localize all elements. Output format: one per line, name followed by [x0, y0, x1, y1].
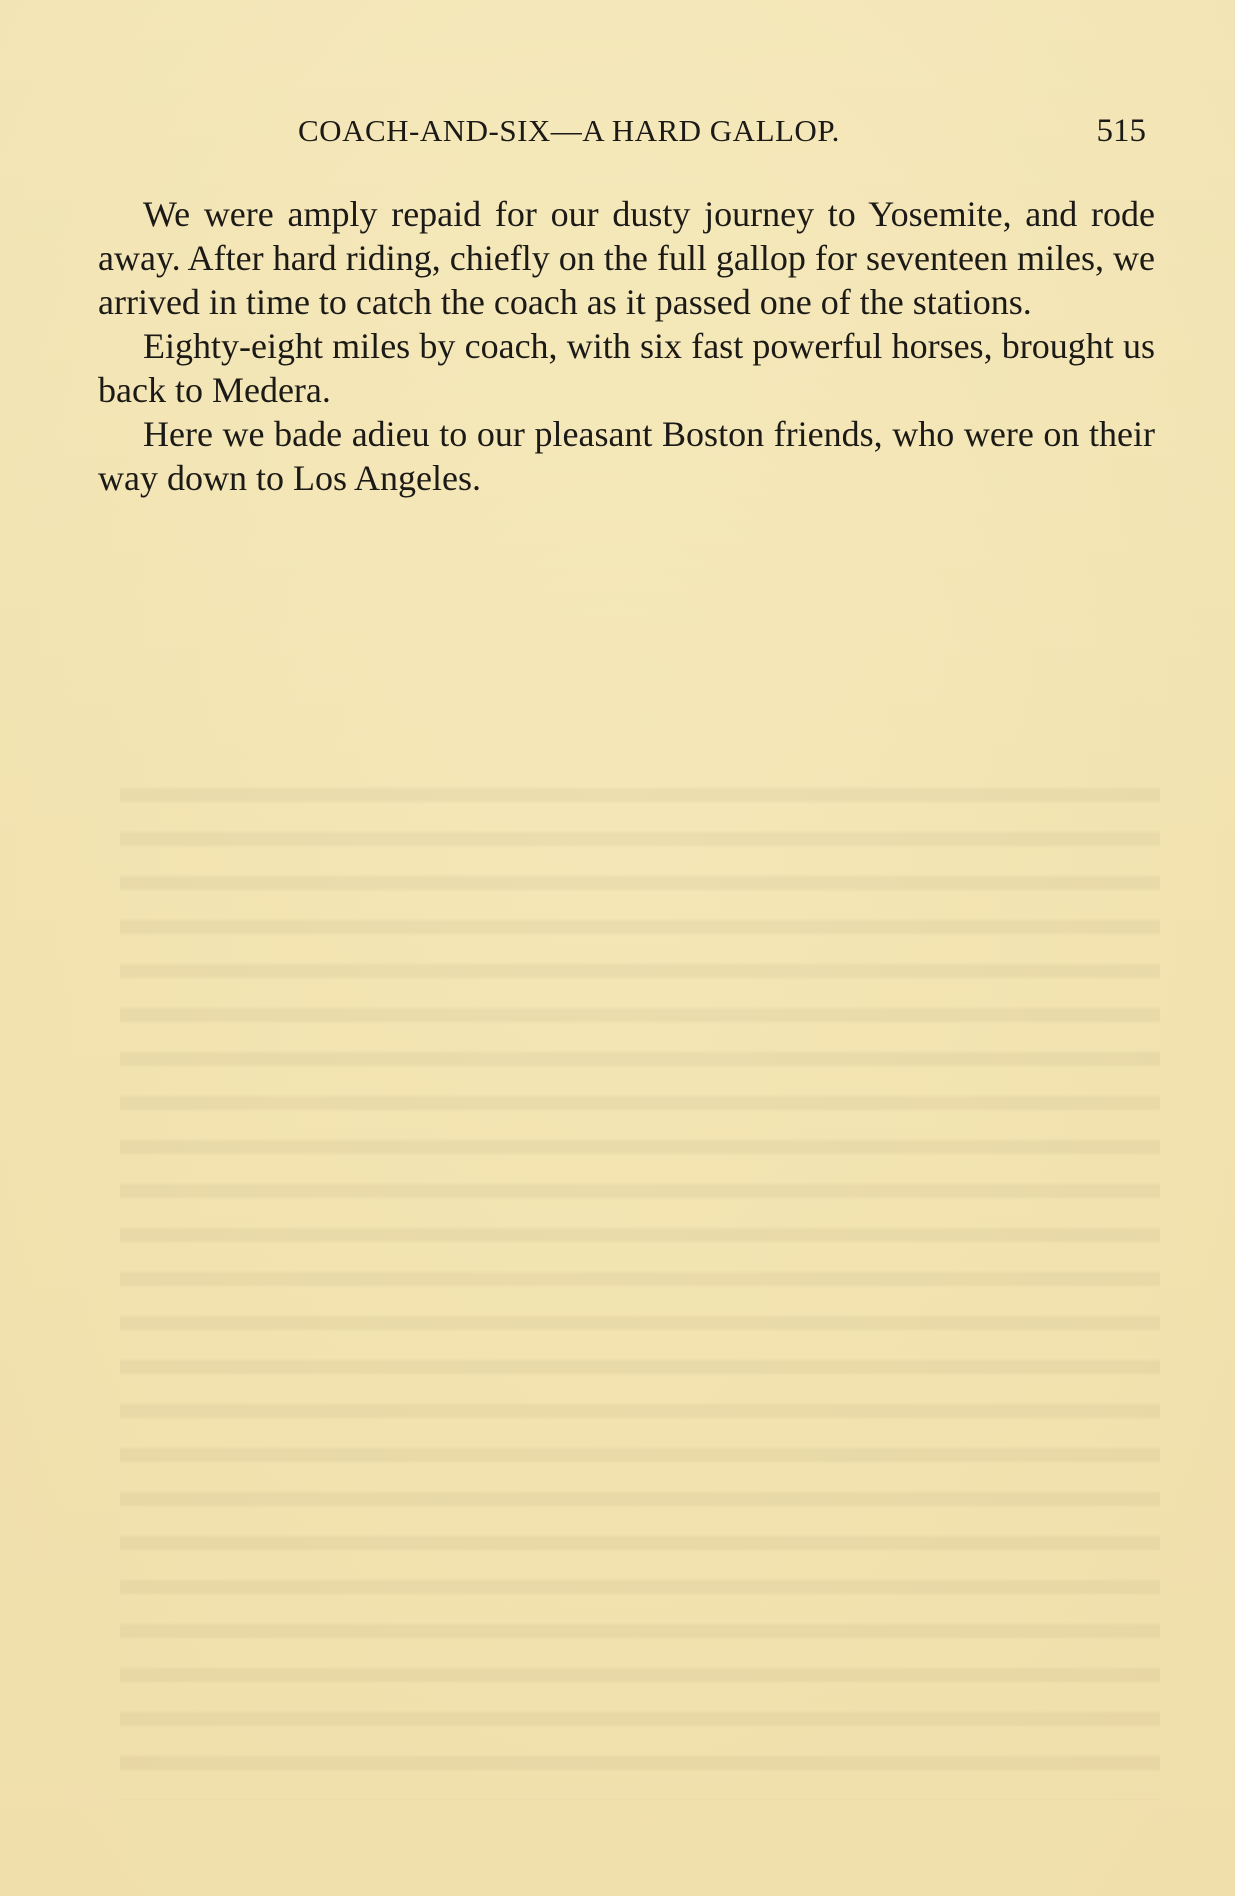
- paragraph: Here we bade adieu to our pleasant Boston friends, who were on their way down to Los Angeles.: [98, 414, 1155, 498]
- paragraph: We were amply repaid for our dusty journey to Yosemite, and rode away. After hard riding, chiefly on the full gallop for seventeen miles, we arrived in time to catch the coach as it passed one of the stations.: [98, 194, 1155, 322]
- body-text: [98, 192, 1155, 500]
- page-header: [0, 113, 1235, 153]
- paragraph: Eighty-eight miles by coach, with six fast powerful horses, brought us back to Medera.: [98, 326, 1155, 410]
- page-number: 515: [1096, 113, 1146, 149]
- show-through-texture: [120, 760, 1160, 1800]
- running-head: COACH-AND-SIX—A HARD GALLOP.: [298, 113, 840, 148]
